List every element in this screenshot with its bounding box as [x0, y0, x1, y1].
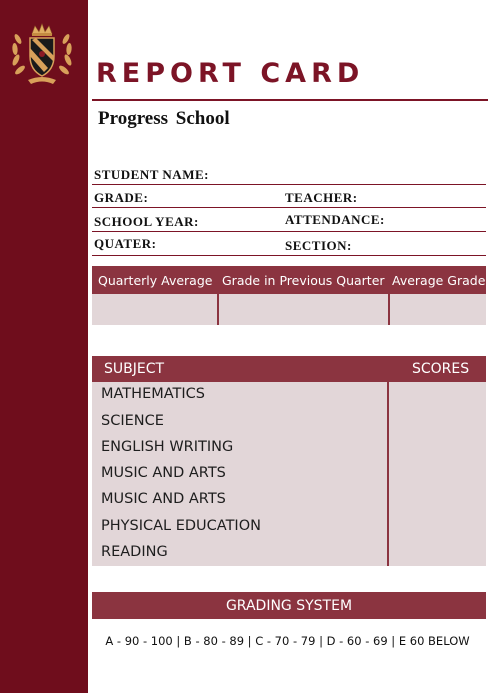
- column-divider: [217, 294, 219, 325]
- divider-line: [92, 231, 486, 232]
- divider-line: [92, 207, 486, 208]
- sidebar-band: [0, 0, 88, 693]
- subject-row: SCIENCE: [101, 413, 164, 429]
- column-divider: [387, 382, 389, 566]
- grading-system-header: [92, 592, 486, 619]
- scores-column-header: SCORES: [412, 361, 470, 377]
- subject-column-header: SUBJECT: [104, 361, 165, 377]
- report-card-title: REPORT CARD: [96, 58, 365, 89]
- summary-table-header: [92, 266, 486, 294]
- subject-row: MUSIC AND ARTS: [101, 491, 226, 507]
- column-divider: [388, 294, 390, 325]
- school-year-label: SCHOOL YEAR:: [94, 214, 199, 229]
- school-crest-icon: [6, 18, 78, 88]
- subject-row: MUSIC AND ARTS: [101, 465, 226, 481]
- section-label: SECTION:: [285, 238, 352, 253]
- teacher-label: TEACHER:: [285, 190, 358, 205]
- school-name: Progress School: [98, 108, 230, 129]
- student-name-label: STUDENT NAME:: [94, 167, 209, 182]
- subject-row: ENGLISH WRITING: [101, 439, 234, 455]
- quarter-label: QUATER:: [94, 236, 157, 251]
- average-grade-header: Average Grade: [392, 272, 486, 288]
- divider-line: [92, 184, 486, 185]
- grade-label: GRADE:: [94, 190, 149, 205]
- title-underline: [92, 99, 488, 101]
- attendance-label: ATTENDANCE:: [285, 212, 385, 227]
- previous-quarter-header: Grade in Previous Quarter: [222, 272, 385, 288]
- grading-system-title: GRADING SYSTEM: [225, 597, 353, 614]
- quarterly-average-header: Quarterly Average: [98, 272, 213, 288]
- subject-row: PHYSICAL EDUCATION: [101, 518, 261, 534]
- subject-row: MATHEMATICS: [101, 386, 205, 402]
- divider-line: [92, 255, 486, 256]
- subjects-table-header: [92, 356, 486, 382]
- subject-row: READING: [101, 544, 168, 560]
- summary-table-body: [92, 294, 486, 325]
- grading-scale: A - 90 - 100 | B - 80 - 89 | C - 70 - 79 | D - 60 - 69 | E 60 BELOW: [105, 634, 470, 648]
